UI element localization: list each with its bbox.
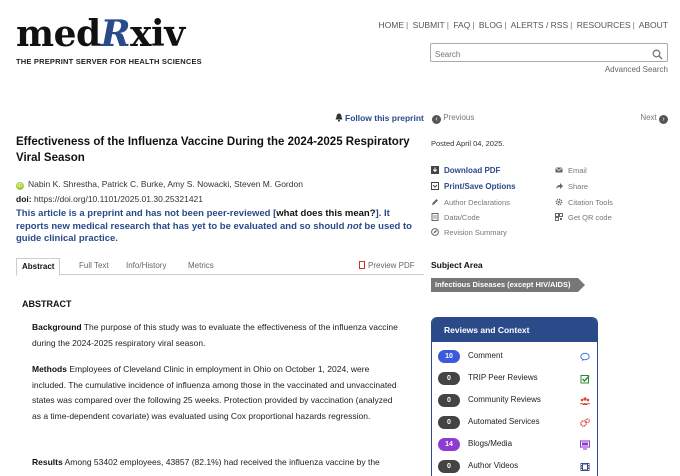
- community-count-badge: 0: [438, 394, 460, 407]
- abstract-methods: Methods Employees of Cleveland Clinic in employment in Ohio on October 1, 2024, were included. The cumulative incidence of influenza among those in the vaccinated and unvaccinated states was compared over the following 25 weeks. Protection provided by vaccination (analyzed as a time-dependent covariate) was evaluated using Cox proportional hazards regression.: [32, 364, 397, 421]
- review-row-trip-peer-reviews[interactable]: 0 TRIP Peer Reviews: [438, 371, 592, 387]
- follow-preprint-button[interactable]: Follow this preprint: [335, 113, 424, 123]
- email-icon: [555, 166, 563, 174]
- review-row-blogs-media[interactable]: 14 Blogs/Media: [438, 437, 592, 453]
- review-row-author-videos[interactable]: 0 Author Videos: [438, 459, 592, 475]
- advanced-search-link[interactable]: Advanced Search: [604, 65, 668, 74]
- author-declarations-link[interactable]: Author Declarations: [431, 198, 510, 207]
- bell-icon: [335, 113, 343, 122]
- film-icon: [580, 462, 590, 472]
- videos-count-badge: 0: [438, 460, 460, 473]
- article-title: Effectiveness of the Influenza Vaccine During the 2024-2025 Respiratory Viral Season: [16, 136, 410, 164]
- site-tagline: THE PREPRINT SERVER FOR HEALTH SCIENCES: [16, 57, 202, 66]
- search-icon[interactable]: [652, 47, 663, 65]
- share-icon: [555, 182, 563, 190]
- users-icon: [580, 396, 590, 406]
- revision-summary-link[interactable]: Revision Summary: [431, 228, 507, 237]
- posted-date: Posted April 04, 2025.: [431, 139, 505, 148]
- speech-bubble-icon: [580, 352, 590, 362]
- chevron-right-icon: ›: [659, 115, 668, 124]
- qr-code-link[interactable]: Get QR code: [555, 213, 612, 222]
- data-code-link[interactable]: Data/Code: [431, 213, 480, 222]
- checkbox-icon: [580, 374, 590, 384]
- monitor-icon: [580, 440, 590, 450]
- top-nav: HOME | SUBMIT | FAQ | BLOG | ALERTS / RSS | RESOURCES | ABOUT: [378, 20, 668, 30]
- share-link[interactable]: Share: [555, 182, 588, 191]
- print-icon: [431, 182, 439, 190]
- pencil-icon: [431, 198, 439, 206]
- nav-home[interactable]: HOME: [378, 20, 404, 30]
- tab-abstract[interactable]: Abstract: [16, 258, 60, 276]
- nav-faq[interactable]: FAQ: [453, 20, 471, 30]
- what-does-this-mean-link[interactable]: what does this mean?: [276, 208, 376, 219]
- trip-count-badge: 0: [438, 372, 460, 385]
- tab-full-text[interactable]: Full Text: [79, 261, 109, 270]
- nav-alerts-rss[interactable]: ALERTS / RSS: [510, 20, 569, 30]
- review-row-automated-services[interactable]: 0 Automated Services: [438, 415, 592, 431]
- nav-about[interactable]: ABOUT: [638, 20, 668, 30]
- nav-submit[interactable]: SUBMIT: [412, 20, 445, 30]
- nav-resources[interactable]: RESOURCES: [576, 20, 631, 30]
- subject-area-heading: Subject Area: [431, 260, 483, 270]
- tab-info-history[interactable]: Info/History: [126, 261, 167, 270]
- reviews-and-context-panel: [431, 317, 598, 476]
- qr-code-icon: [555, 213, 563, 221]
- gear-icon: [555, 198, 563, 206]
- doi-link[interactable]: https://doi.org/10.1101/2025.01.30.25321421: [33, 194, 203, 204]
- reviews-panel-heading: Reviews and Context: [432, 318, 597, 342]
- abstract-results: Results Among 53402 employees, 43857 (82.1%) had received the influenza vaccine by the: [32, 457, 380, 467]
- review-row-comment[interactable]: 10 Comment: [438, 349, 592, 365]
- document-icon: [431, 213, 439, 221]
- next-link[interactable]: Next ›: [640, 113, 668, 124]
- article-tabs: [16, 258, 424, 275]
- doi-line: doi: https://doi.org/10.1101/2025.01.30.25321421: [16, 194, 203, 204]
- subject-area-tag[interactable]: Infectious Diseases (except HIV/AIDS): [431, 278, 578, 292]
- search-box: [430, 43, 668, 62]
- abstract-heading: ABSTRACT: [22, 299, 72, 309]
- pdf-icon: [359, 261, 365, 269]
- preview-pdf-link[interactable]: Preview PDF: [359, 258, 415, 275]
- site-logo[interactable]: medRxiv: [16, 13, 185, 55]
- citation-tools-link[interactable]: Citation Tools: [555, 198, 613, 207]
- preprint-notice: This article is a preprint and has not been peer-reviewed [what does this mean?]. It reports new medical research that has yet to be evaluated and so should not be used to guide clinical practice.: [16, 208, 412, 244]
- previous-link[interactable]: ‹ Previous: [432, 113, 474, 124]
- blogs-count-badge: 14: [438, 438, 460, 451]
- review-row-community-reviews[interactable]: 0 Community Reviews: [438, 393, 592, 409]
- comment-count-badge: 10: [438, 350, 460, 363]
- abstract-background: Background The purpose of this study was to evaluate the effectiveness of the influenza vaccine during the 2024-2025 respiratory viral season.: [32, 322, 398, 348]
- print-save-options-link[interactable]: Print/Save Options: [431, 182, 516, 191]
- search-input[interactable]: [431, 46, 641, 63]
- tab-metrics[interactable]: Metrics: [188, 261, 214, 270]
- automated-count-badge: 0: [438, 416, 460, 429]
- download-pdf-link[interactable]: Download PDF: [431, 166, 500, 175]
- chevron-left-icon: ‹: [432, 115, 441, 124]
- nav-blog[interactable]: BLOG: [478, 20, 503, 30]
- email-link[interactable]: Email: [555, 166, 587, 175]
- download-icon: [431, 166, 439, 174]
- gears-icon: [580, 418, 590, 428]
- edit-icon: [431, 228, 439, 236]
- orcid-icon[interactable]: iD: [17, 183, 23, 189]
- author-list: iD Nabin K. Shrestha, Patrick C. Burke, Amy S. Nowacki, Steven M. Gordon: [17, 179, 303, 189]
